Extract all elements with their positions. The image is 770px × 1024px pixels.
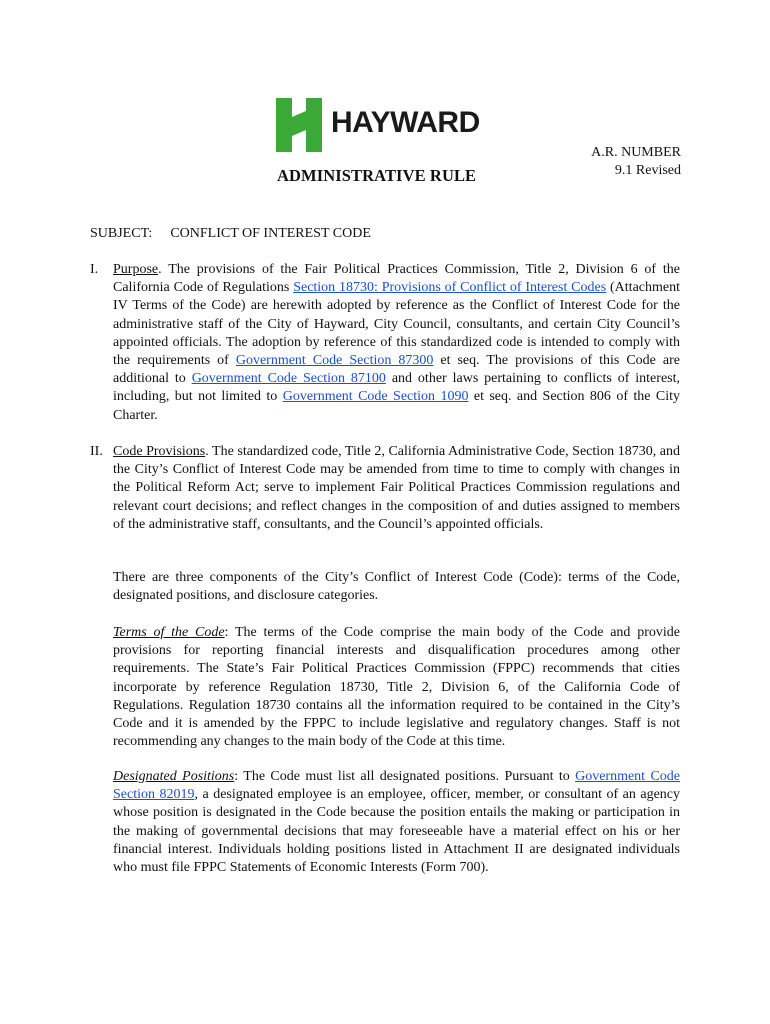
designated-heading: Designated Positions [113, 769, 235, 784]
designated-positions-paragraph: Designated Positions: The Code must list all designated positions. Pursuant to Government Code Section 82019, a designated employee is an employee, officer, member, or consultant of an agency whose position is designated in the Code because the position entails the making or participation in the making of governmental decisions that may foreseeable have a material effect on his or her financial interest. Individuals holding positions listed in Attachment II are designated individuals who must file FPPC Statements of Economic Interests (Form 700). [113, 769, 680, 876]
purpose-section [90, 261, 680, 425]
section-number: I. [90, 262, 99, 277]
ar-number-label: A.R. NUMBER [591, 145, 681, 160]
link-gov-code-87100[interactable]: Government Code Section 87100 [191, 371, 386, 387]
purpose-text: Purpose. The provisions of the Fair Political Practices Commission, Title 2, Division 6 of the California Code of Regulations Section 18730: Provisions of Conflict of Interest Codes (Attachment IV Terms of the Code) are herewith adopted by reference as the Conflict of Interest Code for the administrative staff of the City of Hayward, City Council, consultants, and certain City Council’s appointed officials. The adoption by reference of this standardized code is intended to comply with the requirements of Government Code Section 87300 et seq. The provisions of this Code are additional to Government Code Section 87100 and other laws pertaining to conflicts of interest, including, but not limited to Government Code Section 1090 et seq. and Section 806 of the City Charter. [113, 262, 681, 423]
logo-wordmark: HAYWARD [331, 106, 480, 139]
link-gov-code-87300[interactable]: Government Code Section 87300 [235, 353, 434, 369]
subject-label: SUBJECT: [90, 226, 153, 241]
link-section-18730[interactable]: Section 18730: Provisions of Conflict of Interest Codes [293, 280, 607, 296]
page-title: ADMINISTRATIVE RULE [277, 166, 477, 185]
code-provisions-section [90, 443, 680, 534]
ar-number-block [591, 144, 681, 180]
code-provisions-text: Code Provisions. The standardized code, Title 2, California Administrative Code, Section 18730, and the City’s Conflict of Interest Code may be amended from time to time to comply with changes in the Political Reform Act; serve to implement Fair Political Practices Commission regulations and relevant court decisions; and reflect changes in the composition of and duties assigned to members of the administrative staff, consultants, and the Council’s appointed officials. [113, 444, 680, 532]
purpose-heading: Purpose [113, 262, 159, 277]
hayward-logo [276, 98, 496, 154]
section-number: II. [90, 444, 103, 459]
components-paragraph: There are three components of the City’s Conflict of Interest Code (Code): terms of the Code, designated positions, and disclosure categories. [113, 570, 680, 604]
terms-paragraph: Terms of the Code: The terms of the Code comprise the main body of the Code and provide provisions for reporting financial interests and disqualification procedures among other requirements. The State’s Fair Political Practices Commission (FPPC) recommends that cities incorporate by reference Regulation 18730, Title 2, Division 6, of the California Code of Regulations. Regulation 18730 contains all the information required to be contained in the City’s Code and it is amended by the FPPC to include legislative and regulatory changes. Staff is not recommending any changes to the main body of the Code at this time. [113, 625, 680, 750]
code-provisions-heading: Code Provisions [113, 444, 206, 459]
subject-line [90, 226, 371, 242]
terms-heading: Terms of the Code [113, 625, 225, 640]
ar-number-value: 9.1 Revised [614, 163, 681, 178]
subject-value: CONFLICT OF INTEREST CODE [170, 226, 371, 241]
link-gov-code-82019[interactable]: Government Code Section 82019 [113, 769, 680, 803]
link-gov-code-1090[interactable]: Government Code Section 1090 [282, 389, 469, 405]
hayward-h-logo-icon [276, 98, 322, 152]
